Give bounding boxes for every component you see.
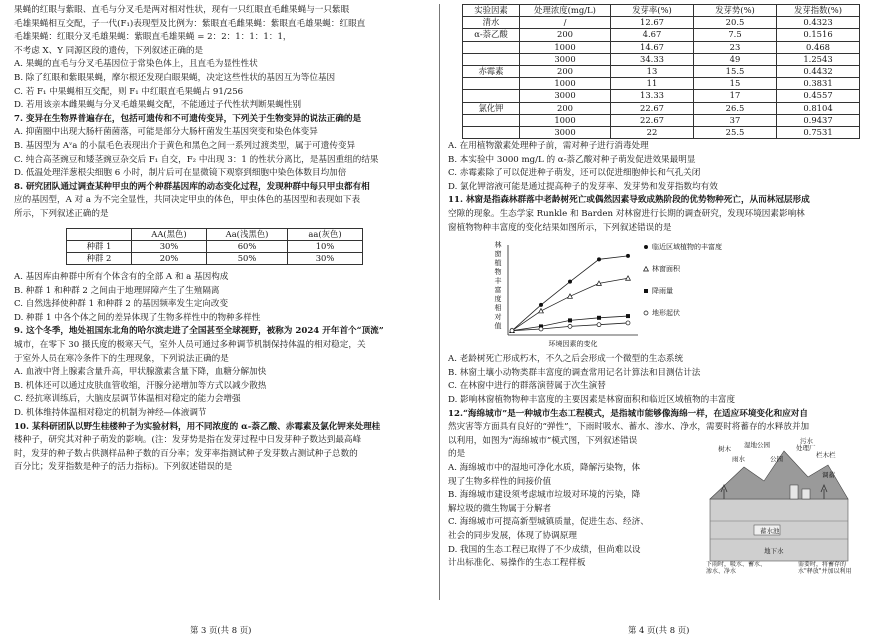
left-text-block <box>14 4 432 222</box>
data-point <box>568 325 572 329</box>
table-cell: 0.4557 <box>777 90 860 102</box>
figure-label: 公园 <box>770 455 783 463</box>
table-cell: 17 <box>694 90 777 102</box>
table-cell: α-萘乙酸 <box>463 29 520 41</box>
text-line: 所示，下列叙述正确的是 <box>14 208 109 219</box>
table-row <box>463 29 860 41</box>
text-line: B. 本实验中 3000 mg/L 的 α-萘乙酸对种子萌发促进效果最明显 <box>448 154 696 165</box>
table-cell: 1000 <box>520 41 611 53</box>
richness-line-chart <box>448 237 778 351</box>
table-cell: 22 <box>611 126 694 138</box>
table-cell: 3000 <box>520 53 611 65</box>
table-cell: 11 <box>611 78 694 90</box>
data-point <box>539 309 544 313</box>
table-cell: 氯化钾 <box>463 102 520 114</box>
text-line: D. 氯化钾溶液可能是通过提高种子的发芽率、发芽势和发芽指数均有效 <box>448 181 718 192</box>
text-line: D. 我国的生态工程已取得了不少成绩，但尚难以设 <box>448 544 641 555</box>
table-cell: 3000 <box>520 126 611 138</box>
table-cell: 22.67 <box>611 114 694 126</box>
table-cell: 20.5 <box>694 17 777 29</box>
table-cell <box>463 90 520 102</box>
data-point <box>510 329 514 333</box>
table-cell: 3000 <box>520 90 611 102</box>
page-divider <box>439 4 440 600</box>
table-cell: 0.468 <box>777 41 860 53</box>
table-cell: 30% <box>288 252 363 264</box>
text-line: A. 血液中肾上腺素含量升高，甲状腺激素含量下降，血糖分解加快 <box>14 367 267 378</box>
table-cell: 22.67 <box>611 102 694 114</box>
y-axis-label-char: 植 <box>494 259 502 268</box>
table-cell: 4.67 <box>611 29 694 41</box>
table-cell: 14.67 <box>611 41 694 53</box>
text-line: 10. 某科研团队以野生桂楼种子为实验材料，用不同浓度的 α-萘乙酸、赤霉素及氯化钾来处理桂 <box>14 421 381 432</box>
table-header-cell: aa(灰色) <box>288 228 363 240</box>
text-line: B. 机体还可以通过皮肤血管收缩，汗腺分泌增加等方式以减少散热 <box>14 380 267 391</box>
text-line: A. 在用植物激素处理种子前，需对种子进行消毒处理 <box>448 141 649 152</box>
text-line: D. 低温处理洋葱根尖细胞 6 小时，制片后可在显微镜下观察到细胞中染色体数目均加倍 <box>14 168 347 179</box>
table-cell: 种群 2 <box>67 252 132 264</box>
table-row <box>463 53 860 65</box>
table-cell <box>463 41 520 53</box>
q11-options <box>448 353 860 407</box>
text-line: 然灾害等方面具有良好的“弹性”，下雨时吸水、蓄水、渗水、净水，需要时将蓄存的水释放并加 <box>448 422 810 433</box>
series-line <box>512 278 628 330</box>
table-cell: 0.4432 <box>777 65 860 77</box>
table-cell: 30% <box>132 240 207 252</box>
table-cell: 12.67 <box>611 17 694 29</box>
y-axis-label-char: 丰 <box>494 277 502 286</box>
text-line: 以利用，如图为“海绵城市”模式图，下列叙述错误 <box>448 435 638 446</box>
text-line: 计出标准化、易操作的生态工程样板 <box>448 558 586 569</box>
y-axis-label-char: 富 <box>494 286 502 295</box>
figure-label: 处理厂 <box>796 444 816 452</box>
table-cell: 0.8104 <box>777 102 860 114</box>
table-cell: 13.33 <box>611 90 694 102</box>
text-line: 时，发芽的种子数占供测样品种子数的百分率；发芽率指测试种子发芽数占测试种子总数的 <box>14 448 358 459</box>
text-line: A. 老龄树死亡形成朽木，不久之后会形成一个微型的生态系统 <box>448 354 684 365</box>
q11-stem <box>448 194 860 235</box>
y-axis-label-char: 度 <box>494 295 502 304</box>
legend-label: 临近区域植物的丰富度 <box>652 243 722 252</box>
legend-label: 降雨量 <box>652 287 673 296</box>
table-row <box>67 240 363 252</box>
table-cell: 0.1516 <box>777 29 860 41</box>
left-text-block-2 <box>14 271 432 475</box>
table-row <box>463 114 860 126</box>
table-cell: 7.5 <box>694 29 777 41</box>
data-point <box>626 276 631 280</box>
figure-label: 栏木栏 <box>816 451 836 459</box>
table-cell: 200 <box>520 29 611 41</box>
y-axis-label-char: 相 <box>494 304 502 313</box>
legend-label: 地形起伏 <box>652 309 680 318</box>
data-point <box>626 254 630 258</box>
text-line: B. 种群 1 和种群 2 之间由于地理屏障产生了生殖隔离 <box>14 285 220 296</box>
y-axis-label-char: 值 <box>494 322 502 331</box>
text-line: 7. 变异在生物界普遍存在，包括可遗传和不可遗传变异，下列关于生物变异的说法正确的是 <box>14 113 362 124</box>
figure-label: 调蓄 <box>822 471 835 479</box>
text-line: 楼种子，研究其对种子萌发的影响。(注：发芽势是指在发芽过程中日发芽种子数达到最高峰 <box>14 435 362 446</box>
y-axis-label-char: 窗 <box>494 250 502 259</box>
table-cell: 20% <box>132 252 207 264</box>
figure-label: 雨水 <box>732 455 745 463</box>
table-header-cell: 发芽势(%) <box>694 5 777 17</box>
text-line: 12.“海绵城市”是一种城市生态工程模式，是指城市能够像海绵一样，在适应环境变化和应对自 <box>448 408 808 419</box>
text-line: A. 果蝇的直毛与分叉毛基因位于常染色体上，且直毛为显性性状 <box>14 59 258 70</box>
table-cell: 1000 <box>520 78 611 90</box>
table-cell: 15 <box>694 78 777 90</box>
y-axis-label-char: 林 <box>494 241 502 250</box>
table-cell: 清水 <box>463 17 520 29</box>
data-point <box>597 323 601 327</box>
text-line: A. 基因库由种群中所有个体含有的全部 A 和 a 基因构成 <box>14 272 229 283</box>
data-point <box>626 321 630 325</box>
text-line: C. 海绵城市可提高新型城镇质量，促进生态、经济、 <box>448 517 649 528</box>
text-line: B. 海绵城市建设须考虑城市垃圾对环境的污染，降 <box>448 490 641 501</box>
figure-label: 下雨时，吸水、蓄水、渗水、净水 <box>706 561 766 575</box>
figure-label: 蓄水池 <box>760 527 780 535</box>
table-cell: 15.5 <box>694 65 777 77</box>
table-cell: 50% <box>207 252 288 264</box>
page-footer-left: 第 3 页(共 8 页) <box>190 625 252 635</box>
figure-label: 需要时，将蓄存的水"释放"并加以利用 <box>798 561 852 575</box>
table-header-cell: 发芽率(%) <box>611 5 694 17</box>
data-point <box>568 319 572 323</box>
q10-options <box>448 140 860 194</box>
data-point <box>597 316 601 320</box>
legend-marker <box>644 289 648 293</box>
table-cell: 0.9437 <box>777 114 860 126</box>
table-row <box>463 126 860 138</box>
right-page <box>442 0 870 642</box>
table-header-cell: Aa(浅黑色) <box>207 228 288 240</box>
table-row <box>463 17 860 29</box>
table-cell: 赤霉素 <box>463 65 520 77</box>
text-line: A. 抑菌圈中出现大肠杆菌菌落，可能是部分大肠杆菌发生基因突变和染色体变异 <box>14 127 318 138</box>
table-header-cell <box>67 228 132 240</box>
text-line: 的是 <box>448 449 466 460</box>
text-line: 毛雄果蝇：红眼分叉毛雄果蝇：紫眼直毛雄果蝇 = 2：2：1：1：1：1， <box>14 32 292 43</box>
text-line: 不考虑 X、Y 同源区段的遗传，下列叙述正确的是 <box>14 45 204 56</box>
text-line: 8. 研究团队通过调查某种甲虫的两个种群基因库的动态变化过程，发现种群中每只甲虫都有相 <box>14 181 370 192</box>
text-line: B. 除了红眼和紫眼果蝇，摩尔根还发现白眼果蝇，决定这些性状的基因互为等位基因 <box>14 72 336 83</box>
text-line: 9. 这个冬季，地处祖国东北角的哈尔滨走进了全国甚至全球视野，被称为 2024 开年首个“顶流” <box>14 326 384 337</box>
text-line: 应的基因型，A 对 a 为不完全显性，共同决定甲虫的体色，甲虫体色的基因型和表现如下表 <box>14 195 361 206</box>
text-line: D. 种群 1 中各个体之间的差异体现了生物多样性中的物种多样性 <box>14 312 261 323</box>
data-point <box>539 303 543 307</box>
table-header-cell: AA(黑色) <box>132 228 207 240</box>
table-header-cell: 发芽指数(%) <box>777 5 860 17</box>
text-line: C. 自然选择使种群 1 和种群 2 的基因频率发生定向改变 <box>14 299 229 310</box>
y-axis-label-char: 对 <box>494 313 502 322</box>
text-line: D. 若用该亲本雌果蝇与分叉毛雄果蝇交配，不能通过子代性状判断果蝇性别 <box>14 100 302 111</box>
text-line: 城市，在零下 30 摄氏度的极寒天气，室外人员可通过多种调节机制保持体温的相对稳定，关 <box>14 340 366 351</box>
x-axis-label: 环境因素的变化 <box>548 340 598 349</box>
table-beetle-genotypes <box>66 228 363 266</box>
table-cell: / <box>520 17 611 29</box>
table-cell: 25.5 <box>694 126 777 138</box>
data-point <box>568 280 572 284</box>
table-cell: 1.2543 <box>777 53 860 65</box>
table-cell: 0.3831 <box>777 78 860 90</box>
table-row <box>463 102 860 114</box>
text-line: D. 影响林窗植物物种丰富度的主要因素是林窗面积和临近区域植物的丰富度 <box>448 395 736 405</box>
text-line: A. 海绵城市中的湿地可净化水质，降解污染物，体 <box>448 462 641 473</box>
legend-marker <box>644 267 649 271</box>
table-header-cell: 实验因素 <box>463 5 520 17</box>
text-line: B. 基因型为 Aᵛa 的小鼠毛色表现出介于黄色和黑色之间一系列过渡类型，属于可遗传变异 <box>14 140 356 151</box>
table-row <box>463 78 860 90</box>
table-cell: 0.7531 <box>777 126 860 138</box>
figure-label: 地下水 <box>764 547 784 555</box>
table-cell: 0.4323 <box>777 17 860 29</box>
table-row <box>463 65 860 77</box>
text-line: D. 机体维持体温相对稳定的机制为神经—体液调节 <box>14 408 207 418</box>
figure-label: 树木 <box>718 445 731 453</box>
table-row <box>463 90 860 102</box>
table-cell: 10% <box>288 240 363 252</box>
text-line: 现了生物多样性的间接价值 <box>448 476 552 487</box>
legend-label: 林窗面积 <box>652 265 680 274</box>
table-cell: 种群 1 <box>67 240 132 252</box>
sponge-city-illustration <box>704 437 854 585</box>
page-footer-right: 第 4 页(共 8 页) <box>628 625 690 635</box>
y-axis-label-char: 物 <box>494 268 502 277</box>
table-cell: 13 <box>611 65 694 77</box>
table-cell <box>463 78 520 90</box>
data-point <box>568 294 573 298</box>
table-cell: 37 <box>694 114 777 126</box>
figure-label: 污水 <box>800 437 813 445</box>
text-line: C. 赤霉素除了可以促进种子萌发，还可以促进细胞伸长和气孔关闭 <box>448 168 701 179</box>
text-line: 社会的同步发展，体现了协调原理 <box>448 530 577 541</box>
text-line: B. 林窗土壤小动物类群丰富度的调查常用记名计算法和目测估计法 <box>448 367 701 378</box>
table-cell: 1000 <box>520 114 611 126</box>
table-cell <box>463 53 520 65</box>
table-row <box>67 252 363 264</box>
legend-marker <box>644 245 648 249</box>
text-line: 11. 林窗是指森林群落中老龄树死亡或偶然因素导致成熟阶段的优势物种死亡，从而林冠层形成 <box>448 195 810 206</box>
q11-chart <box>448 237 860 351</box>
table-germination <box>462 4 860 139</box>
text-line: 毛雄果蝇相互交配，子一代(F₁)表现型及比例为：紫眼直毛雌果蝇：紫眼直毛雄果蝇：红眼直 <box>14 18 366 29</box>
text-line: C. 纯合高茎豌豆和矮茎豌豆杂交后 F₁ 自交，F₂ 中出现 3：1 的性状分离比，是基因重组的结果 <box>14 154 379 165</box>
table-cell: 200 <box>520 65 611 77</box>
table-cell: 34.33 <box>611 53 694 65</box>
table-cell: 60% <box>207 240 288 252</box>
text-line: 百分比；发芽指数是种子的活力指标)。下列叙述错误的是 <box>14 462 233 473</box>
data-point <box>539 327 543 331</box>
text-line: C. 在林窗中进行的群落演替属于次生演替 <box>448 381 606 392</box>
table-header-cell: 处理浓度(mg/L) <box>520 5 611 17</box>
text-line: C. 经抗寒训练后，大脑皮层调节体温相对稳定的能力会增强 <box>14 394 241 405</box>
figure-label: 湿地公园 <box>744 441 770 449</box>
text-line: 窗植物物种丰富度的变化结果如图所示，下列叙述错误的是 <box>448 222 672 233</box>
table-cell: 49 <box>694 53 777 65</box>
table-cell: 26.5 <box>694 102 777 114</box>
table-cell <box>463 126 520 138</box>
text-line: 解垃圾的微生物属于分解者 <box>448 503 552 514</box>
legend-marker <box>644 311 648 315</box>
table-cell <box>463 114 520 126</box>
text-line: 空隙的现象。生态学家 Runkle 和 Barden 对林窗进行长期的调查研究，发现环境因素影响林 <box>448 209 805 220</box>
sponge-city-diagram <box>704 437 854 585</box>
text-line: 于室外人员在寒冷条件下的生理现象，下列说法正确的是 <box>14 353 229 364</box>
table-row <box>463 41 860 53</box>
data-point <box>626 314 630 318</box>
text-line: 果蝇的红眼与紫眼、直毛与分叉毛是两对相对性状，现有一只红眼直毛雌果蝇与一只紫眼 <box>14 5 350 15</box>
table-cell: 200 <box>520 102 611 114</box>
data-point <box>597 258 601 262</box>
table-cell: 23 <box>694 41 777 53</box>
text-line: C. 若 F₁ 中果蝇相互交配，则 F₁ 中红眼直毛果蝇占 91/256 <box>14 86 244 97</box>
